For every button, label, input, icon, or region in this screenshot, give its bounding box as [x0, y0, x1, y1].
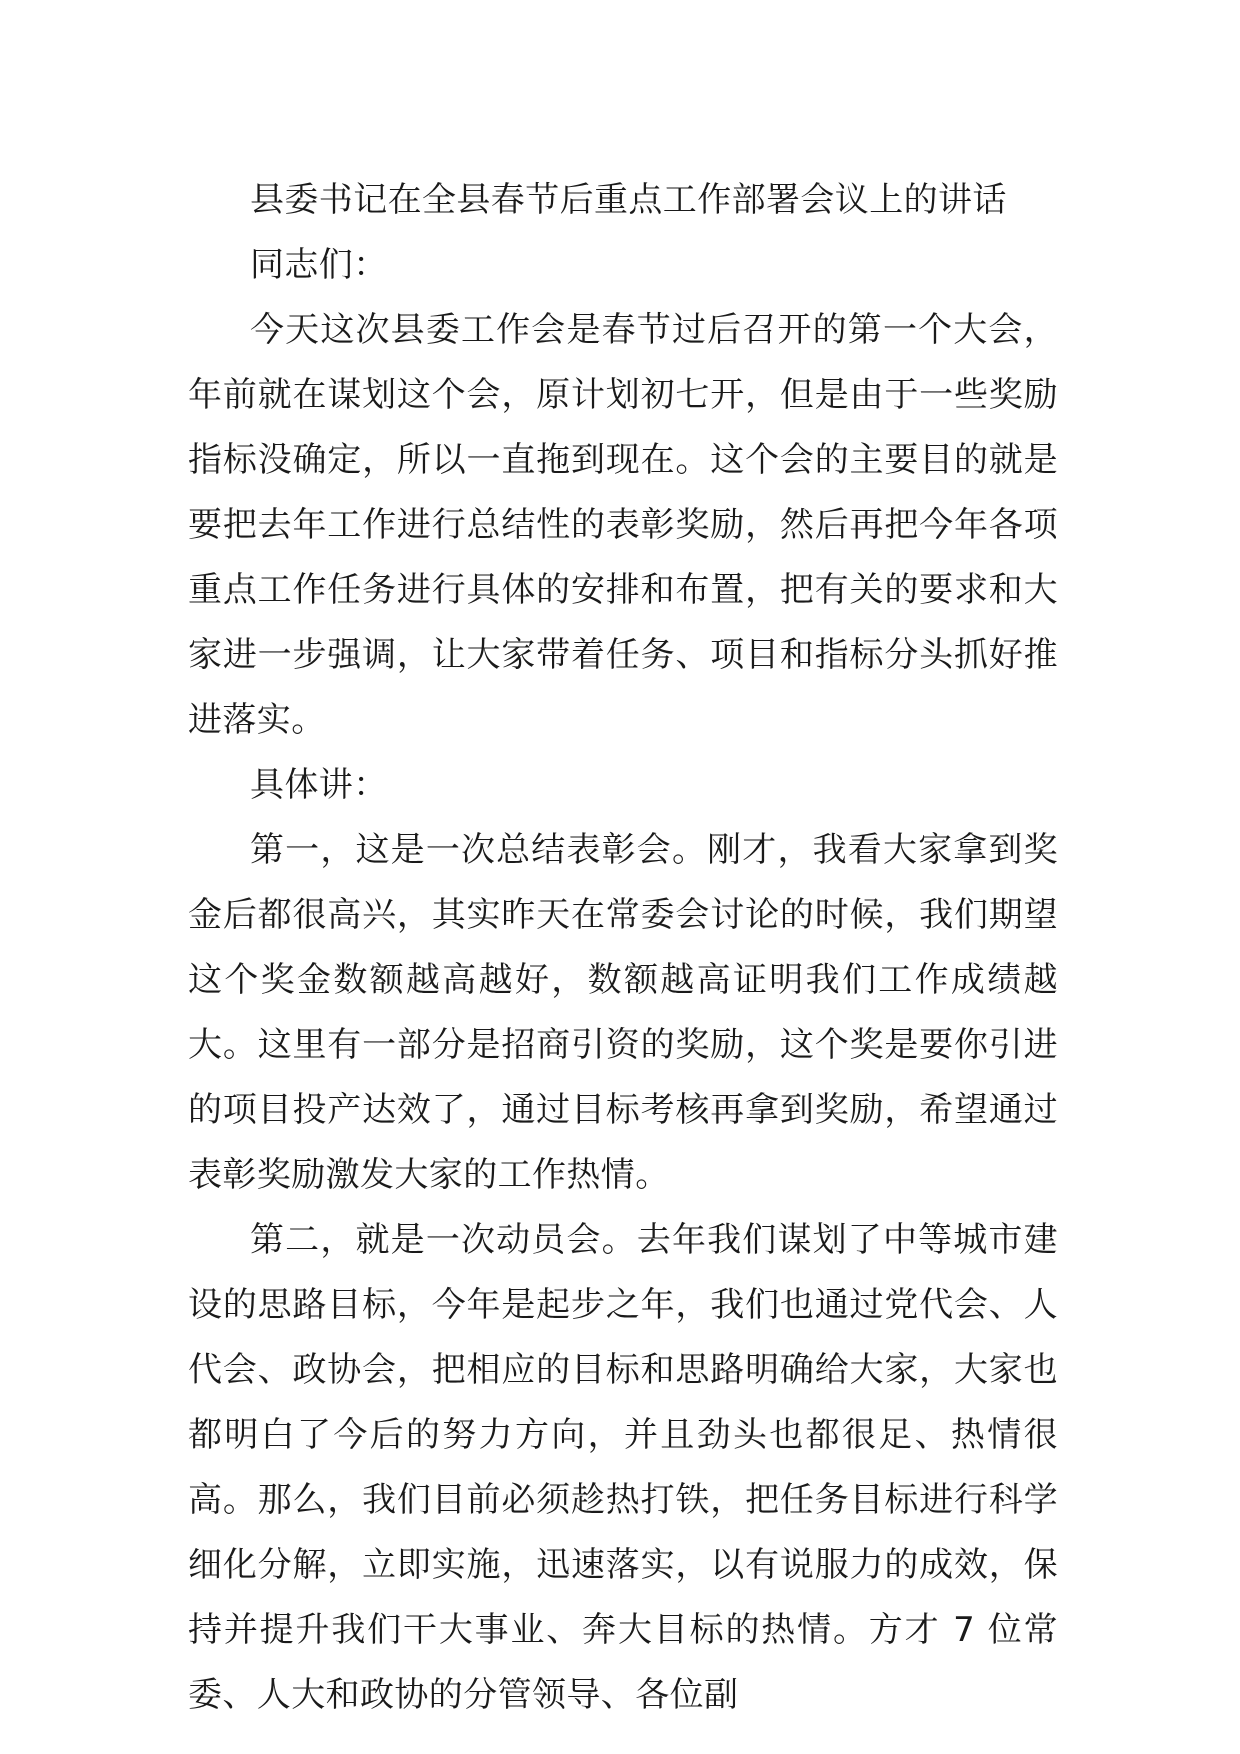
paragraph-first-point: 第一，这是一次总结表彰会。刚才，我看大家拿到奖金后都很高兴，其实昨天在常委会讨论的时候，我们期望这个奖金数额越高越好，数额越高证明我们工作成绩越大。这里有一部分是招商引资的奖励，这个奖是要你引进的项目投产达效了，通过目标考核再拿到奖励，希望通过表彰奖励激发大家的工作热情。 [188, 830, 1058, 1195]
document-body [188, 168, 1058, 1728]
document-title: 县委书记在全县春节后重点工作部署会议上的讲话 [250, 180, 1007, 220]
paragraph-specifics-heading: 具体讲： [250, 765, 388, 805]
paragraph-intro: 今天这次县委工作会是春节过后召开的第一个大会，年前就在谋划这个会，原计划初七开，但是由于一些奖励指标没确定，所以一直拖到现在。这个会的主要目的就是要把去年工作进行总结性的表彰奖励，然后再把今年各项重点工作任务进行具体的安排和布置，把有关的要求和大家进一步强调，让大家带着任务、项目和指标分头抓好推进落实。 [188, 310, 1058, 740]
salutation: 同志们： [250, 245, 388, 285]
paragraph-second-point: 第二，就是一次动员会。去年我们谋划了中等城市建设的思路目标，今年是起步之年，我们也通过党代会、人代会、政协会，把相应的目标和思路明确给大家，大家也都明白了今后的努力方向，并且劲头也都很足、热情很高。那么，我们目前必须趁热打铁，把任务目标进行科学细化分解，立即实施，迅速落实，以有说服力的成效，保持并提升我们干大事业、奔大目标的热情。方才 7 位常委、人大和政协的分管领导、各位副 [188, 1220, 1058, 1715]
